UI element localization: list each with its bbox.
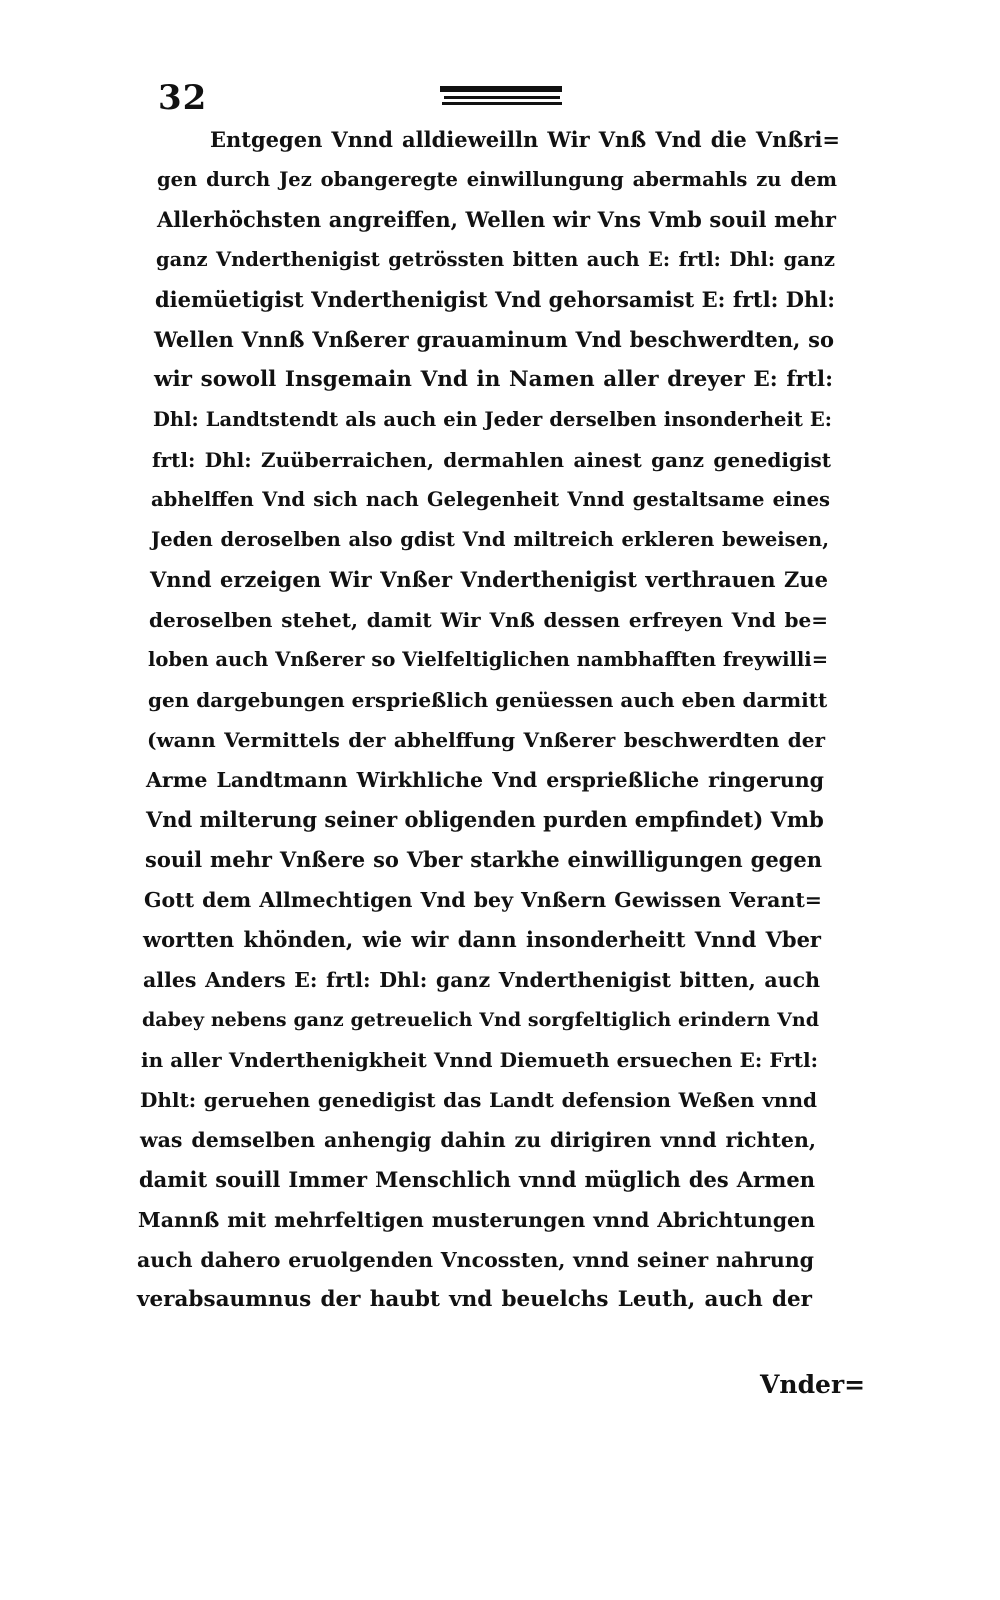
text-line: Wellen Vnnß Vnßerer grauaminum Vnd beschwerdten, so (154, 327, 834, 352)
text-line: was demselben anhengig dahin zu dirigiren vnnd richten, (140, 1128, 816, 1152)
text-line: verabsaumnus der haubt vnd beuelchs Leuth, auch der (137, 1287, 812, 1312)
text-line: wortten khönden, wie wir dann insonderheitt Vnnd Vber (143, 927, 821, 952)
text-line: Dhl: Landtstendt als auch ein Jeder derselben insonderheit E: (153, 408, 832, 431)
text-line: dabey nebens ganz getreuelich Vnd sorgfeltiglich erindern Vnd (142, 1009, 819, 1031)
text-line: Vnd milterung seiner obligenden purden empfindet) Vmb (146, 807, 824, 832)
text-line: Entgegen Vnnd alldieweilln Wir Vnß Vnd die Vnßri= (210, 127, 840, 152)
text-line: Arme Landtmann Wirkhliche Vnd ersprießliche ringerung (146, 768, 824, 792)
text-line: ganz Vnderthenigist getrössten bitten auch E: frtl: Dhl: ganz (156, 248, 835, 271)
text-line: gen dargebungen erspriеßlich genüessen auch eben darmitt (148, 688, 828, 712)
text-line: damit souill Immer Menschlich vnnd müglich des Armen (139, 1167, 815, 1192)
text-line: gen durch Jez obangeregte einwillungung abermahls zu dem (157, 168, 837, 191)
text-line: Allerhöchsten angreiffen, Wellen wir Vns Vmb souil mehr (157, 207, 836, 232)
text-line: Jeden deroselben also gdist Vnd miltreich erkleren beweisen, (151, 528, 829, 551)
catchword: Vnder= (760, 1370, 866, 1399)
header-ornament-rule (440, 86, 562, 108)
text-line: in aller Vnderthenigkheit Vnnd Diemueth ersuechen E: Frtl: (141, 1048, 818, 1072)
text-line: (wann Vermittels der abhelffung Vnßerer beschwerdten der (147, 728, 825, 752)
text-line: souil mehr Vnßere so Vber starkhe einwilligungen gegen (145, 847, 822, 872)
text-line: Gott dem Allmechtigen Vnd bey Vnßern Gewissen Verant= (144, 888, 822, 912)
text-line: Vnnd erzeigen Wir Vnßer Vnderthenigist verthrauen Zue (150, 567, 828, 592)
page-number: 32 (158, 78, 208, 118)
text-line: auch dahero eruolgenden Vncossten, vnnd seiner nahrung (137, 1248, 814, 1272)
text-line: wir sowoll Insgemain Vnd in Namen aller dreyer E: frtl: (154, 367, 833, 392)
text-line: abhelffen Vnd sich nach Gelegenheit Vnnd gestaltsame eines (151, 488, 830, 511)
text-line: Dhlt: geruehen genedigist das Landt defension Weßen vnnd (140, 1088, 817, 1112)
text-line: frtl: Dhl: Zuüberraichen, dermahlen ainest ganz genedigist (152, 448, 831, 472)
text-line: Mannß mit mehrfeltigen musterungen vnnd Abrichtungen (138, 1208, 815, 1232)
text-line: alles Anders E: frtl: Dhl: ganz Vnderthenigist bitten, auch (143, 968, 820, 992)
text-line: deroselben stehet, damit Wir Vnß dessen erfreyen Vnd be= (149, 608, 828, 632)
text-line: loben auch Vnßerer so Vielfeltiglichen nambhafften freywilli= (148, 648, 829, 671)
text-line: diemüetigist Vnderthenigist Vnd gehorsamist E: frtl: Dhl: (155, 287, 835, 312)
